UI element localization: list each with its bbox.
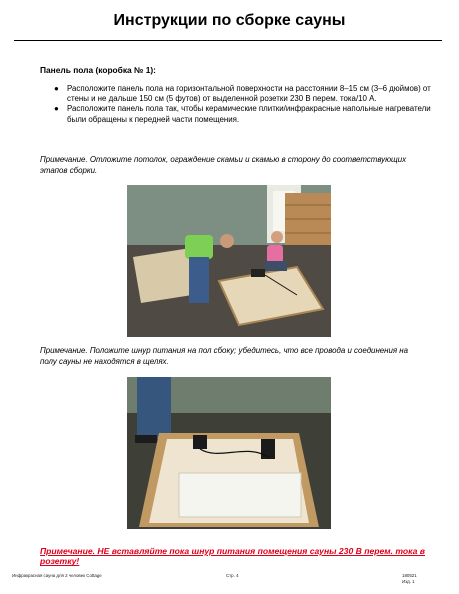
section-heading: Панель пола (коробка № 1):: [40, 65, 156, 75]
footer-edition: Изд. 1: [402, 579, 415, 584]
photo-placing-floor-panel: [127, 185, 331, 337]
footer-product: Инфракрасная сауна для 2 человек Cottage: [12, 573, 102, 578]
note-power-cord: Примечание. Положите шнур питания на пол сбоку; убедитесь, что все провода и соединения на полу сауны не находятся в щелях.: [40, 346, 409, 366]
list-item: [54, 84, 449, 104]
bullet-icon: ●: [54, 104, 59, 114]
power-warning: Примечание. НЕ вставляйте пока шнур питания помещения сауны 230 В перем. тока в розетку!: [40, 546, 425, 567]
bullet-text: Расположите панель пола так, чтобы керамические плитки/инфракрасные напольные нагреватели были обращены к передней части помещения.: [67, 104, 431, 124]
bullet-icon: ●: [54, 84, 59, 93]
footer-code: 180521: [402, 573, 417, 578]
instruction-list: [54, 84, 449, 125]
footer-revision: [402, 573, 417, 585]
note-set-aside: Примечание. Отложите потолок, ограждение скамьи и скамью в сторону до соответствующих этапов сборки.: [40, 155, 407, 175]
footer-page-number: Стр. 4: [226, 573, 239, 578]
photo-floor-panel-cord: [127, 377, 331, 529]
bullet-text: Расположите панель пола на горизонтальной поверхности на расстоянии 8–15 см (3–6 дюймов) от стены и не дальше 150 см (5 футов) от выделенной розетки 230 В перем. тока/10 А.: [67, 84, 431, 104]
page-title: Инструкции по сборке сауны: [113, 12, 346, 29]
title-divider: [14, 40, 442, 41]
list-item: [54, 104, 449, 124]
